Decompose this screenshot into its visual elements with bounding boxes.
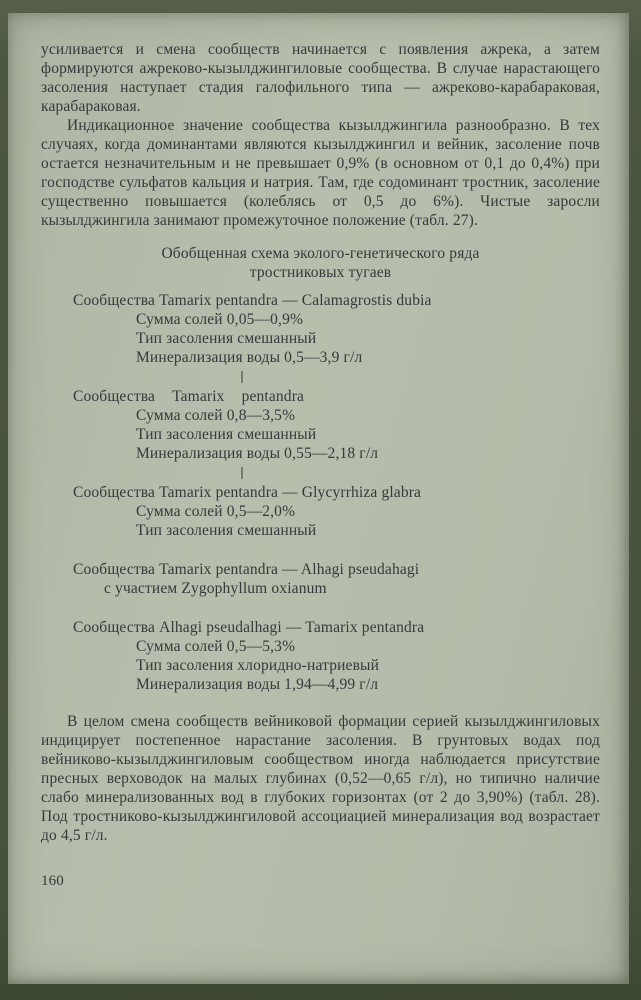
community-heading: Сообщества Tamarix pentandra bbox=[73, 388, 305, 405]
scheme-block-3 bbox=[41, 483, 600, 540]
connector-line bbox=[41, 367, 600, 387]
community-heading: Сообщества Alhagi pseudalhagi — Tamarix pentandra bbox=[73, 619, 425, 636]
paragraph-indication-value: Индикационное значение сообщества кызылджингила разнообразно. В тех случаях, когда доминантами являются кызылджингил и вейник, засоление почв остается незначительным и не превышает 0,9% (в основном от 0,1 до 0,4%) при господстве сульфатов кальция и натрия. Там, где содоминант тростник, засоление существенно повышается (колеблясь от 0,5 до 6%). Чистые заросли кызылджингила занимают промежуточное положение (табл. 27). bbox=[41, 117, 600, 229]
scheme-detail-salts: Сумма солей 0,5—2,0% bbox=[136, 503, 296, 520]
scheme-detail-salinity-type: Тип засоления смешанный bbox=[136, 330, 317, 347]
scheme-detail-salts: Сумма солей 0,05—0,9% bbox=[136, 311, 304, 328]
scheme-title bbox=[41, 244, 600, 282]
scheme-block-4 bbox=[41, 560, 600, 598]
scheme-gap bbox=[41, 598, 600, 618]
connector-line bbox=[41, 463, 600, 483]
scheme-detail-salts: Сумма солей 0,5—5,3% bbox=[136, 638, 296, 655]
paragraph-conclusion: В целом смена сообществ вейниковой формации серией кызылджингиловых индицирует постепенное нарастание засоления. В грунтовых водах под вейниково-кызылджингиловым сообществом иногда наблюдается присутствие пресных верховодок на малых глубинах (0,52—0,65 г/л), но типично наличие слабо минерализованных вод в глубоких горизонтах (от 2 до 3,90%) (табл. 28). Под тростниково-кызылджингиловой ассоциацией минерализация вод возрастает до 4,5 г/л. bbox=[41, 713, 600, 844]
scheme-detail-mineralization: Минерализация воды 0,5—3,9 г/л bbox=[136, 349, 363, 366]
community-heading: Сообщества Tamarix pentandra — Calamagrostis dubia bbox=[73, 292, 432, 309]
scheme-block-1 bbox=[41, 291, 600, 367]
page-content bbox=[8, 13, 629, 984]
scheme-detail-salinity-type: Тип засоления смешанный bbox=[136, 522, 317, 539]
page-number: 160 bbox=[41, 873, 64, 889]
scheme-detail-mineralization: Минерализация воды 0,55—2,18 г/л bbox=[136, 445, 379, 462]
community-heading: Сообщества Tamarix pentandra — Glycyrrhiza glabra bbox=[73, 484, 422, 501]
scheme-title-line2: тростниковых тугаев bbox=[249, 264, 392, 281]
scheme-detail-mineralization: Минерализация воды 1,94—4,99 г/л bbox=[136, 676, 379, 693]
scheme-title-line1: Обобщенная схема эколого-генетического ряда bbox=[161, 245, 480, 262]
scheme-block-5 bbox=[41, 618, 600, 694]
scheme-block-2 bbox=[41, 387, 600, 463]
scheme-gap bbox=[41, 540, 600, 560]
page-paper bbox=[8, 13, 629, 984]
scheme-detail-salts: Сумма солей 0,8—3,5% bbox=[136, 407, 296, 424]
scheme-detail-participation: с участием Zygophyllum oxianum bbox=[104, 580, 327, 597]
scheme-detail-salinity-type: Тип засоления смешанный bbox=[136, 426, 317, 443]
scheme-detail-salinity-type: Тип засоления хлоридно-натриевый bbox=[136, 657, 380, 674]
paragraph-continuation: усиливается и смена сообществ начинается с появления ажрека, а затем формируются ажреково-кызылджингиловые сообщества. В случае нарастающего засоления наступает стадия галофильного типа — ажреково-карабараковая, карабараковая. bbox=[41, 41, 600, 115]
scheme-section bbox=[41, 244, 600, 694]
community-heading: Сообщества Tamarix pentandra — Alhagi pseudahagi bbox=[73, 561, 420, 578]
